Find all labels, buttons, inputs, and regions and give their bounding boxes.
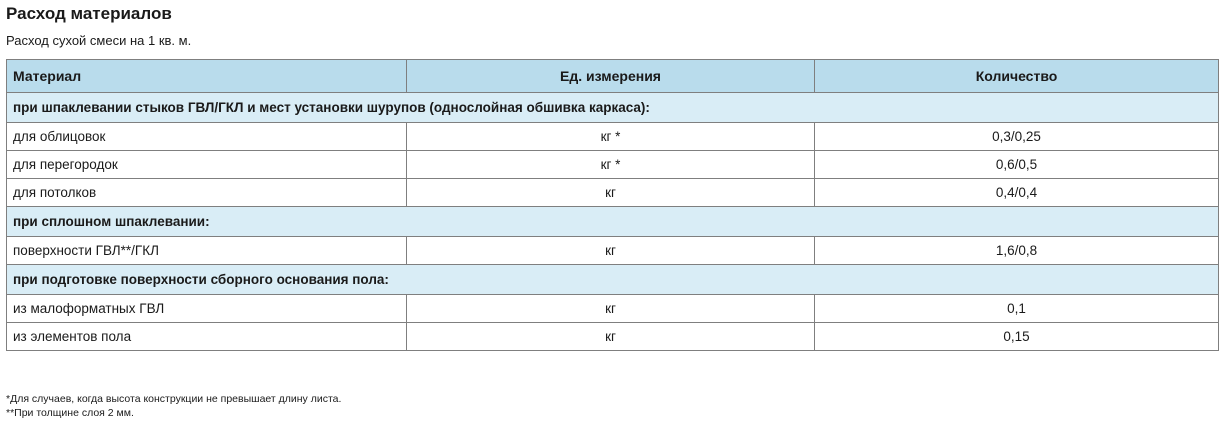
cell-quantity: 0,6/0,5 — [815, 151, 1219, 179]
cell-material: из малоформатных ГВЛ — [7, 295, 407, 323]
cell-unit: кг — [407, 179, 815, 207]
cell-material: для облицовок — [7, 123, 407, 151]
table-row — [7, 295, 1219, 323]
section-heading: при шпаклевании стыков ГВЛ/ГКЛ и мест установки шурупов (однослойная обшивка каркаса): — [7, 93, 1219, 123]
footnotes — [6, 392, 341, 420]
table-row — [7, 123, 1219, 151]
section-row — [7, 93, 1219, 123]
footnote: **При толщине слоя 2 мм. — [6, 407, 134, 419]
header-material: Материал — [7, 60, 407, 93]
cell-unit: кг * — [407, 123, 815, 151]
cell-unit: кг — [407, 323, 815, 351]
cell-quantity: 0,4/0,4 — [815, 179, 1219, 207]
consumption-table-wrapper — [6, 59, 1218, 351]
cell-unit: кг * — [407, 151, 815, 179]
cell-quantity: 0,3/0,25 — [815, 123, 1219, 151]
cell-material: для потолков — [7, 179, 407, 207]
cell-quantity: 0,15 — [815, 323, 1219, 351]
table-row — [7, 323, 1219, 351]
section-heading: при подготовке поверхности сборного основания пола: — [7, 265, 1219, 295]
cell-material: поверхности ГВЛ**/ГКЛ — [7, 237, 407, 265]
table-row — [7, 179, 1219, 207]
section-row — [7, 207, 1219, 237]
section-heading: при сплошном шпаклевании: — [7, 207, 1219, 237]
cell-unit: кг — [407, 295, 815, 323]
section-row — [7, 265, 1219, 295]
cell-unit: кг — [407, 237, 815, 265]
header-quantity: Количество — [815, 60, 1219, 93]
footnote: *Для случаев, когда высота конструкции не превышает длину листа. — [6, 393, 342, 405]
cell-material: из элементов пола — [7, 323, 407, 351]
table-header-row — [7, 60, 1219, 93]
page-title: Расход материалов — [6, 4, 172, 23]
cell-quantity: 1,6/0,8 — [815, 237, 1219, 265]
page-subtitle: Расход сухой смеси на 1 кв. м. — [6, 33, 192, 48]
cell-material: для перегородок — [7, 151, 407, 179]
cell-quantity: 0,1 — [815, 295, 1219, 323]
header-unit: Ед. измерения — [407, 60, 815, 93]
table-row — [7, 151, 1219, 179]
consumption-table — [6, 59, 1219, 351]
table-row — [7, 237, 1219, 265]
